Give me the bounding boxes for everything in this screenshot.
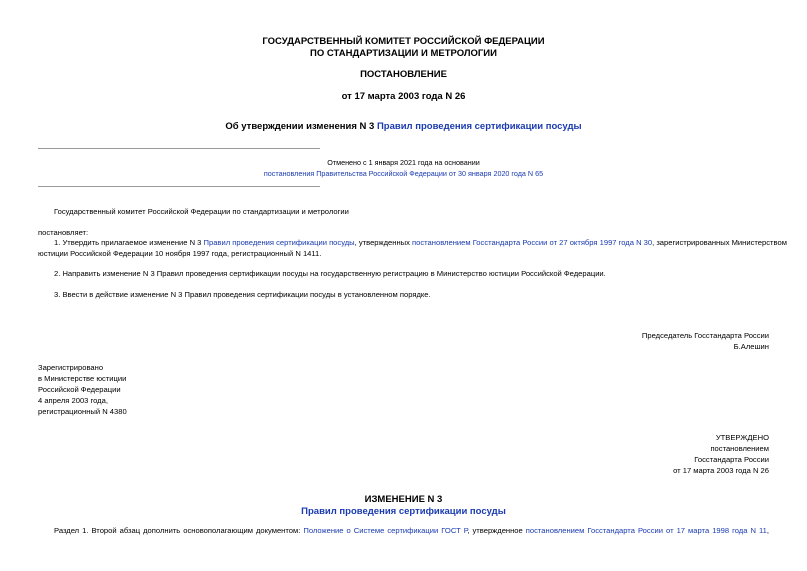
signature-position: Председатель Госстандарта России [641, 331, 769, 340]
change-heading: ИЗМЕНЕНИЕ N 3 [364, 494, 443, 505]
doc-title [0, 121, 807, 132]
intro-text: Государственный комитет Российской Федерации по стандартизации и метрологии [54, 207, 349, 216]
approval-line: от 17 марта 2003 года N 26 [673, 466, 769, 475]
item1-text-a: 1. Утвердить прилагаемое изменение N 3 [54, 238, 204, 247]
doc-title-prefix: Об утверждении изменения N 3 [225, 121, 377, 132]
change-subheading-line [0, 506, 807, 517]
registration-block [38, 362, 127, 417]
signature-name: Б.Алешин [733, 342, 769, 351]
divider-top [38, 148, 320, 149]
item1-text-c: , зарегистрированных Министерством [652, 238, 787, 247]
cancel-notice-link-line [0, 169, 807, 179]
cancel-notice-link[interactable]: постановления Правительства Российской Федерации от 30 января 2020 года N 65 [263, 169, 544, 178]
header-line1: ГОСУДАРСТВЕННЫЙ КОМИТЕТ РОССИЙСКОЙ ФЕДЕРАЦИИ [262, 36, 545, 47]
change-text-a: Раздел 1. Второй абзац дополнить основополагающим документом: [54, 526, 304, 535]
registration-line: Зарегистрировано [38, 363, 104, 372]
resolves-text: постановляет: [38, 228, 89, 237]
divider-bottom [38, 186, 320, 187]
approval-line: постановлением [710, 444, 769, 453]
registration-line: регистрационный N 4380 [38, 407, 127, 416]
change-resolution-link[interactable]: постановлением Госстандарта России от 17 марта 1998 года N 11 [525, 526, 767, 535]
approval-line: Госстандарта России [694, 455, 769, 464]
doc-type: ПОСТАНОВЛЕНИЕ [360, 69, 447, 80]
item3-text: 3. Ввести в действие изменение N 3 Правил проведения сертификации посуды в установленном порядке. [54, 290, 431, 299]
doc-date-number: от 17 марта 2003 года N 26 [341, 91, 466, 102]
change-text-c: , [766, 526, 769, 535]
change-subheading-link[interactable]: Правил проведения сертификации посуды [301, 506, 506, 517]
header-line2: ПО СТАНДАРТИЗАЦИИ И МЕТРОЛОГИИ [310, 48, 497, 59]
registration-line: Российской Федерации [38, 385, 121, 394]
item1-line2: юстиции Российской Федерации 10 ноября 1997 года, регистрационный N 1411. [38, 249, 322, 258]
item1-rules-link[interactable]: Правил проведения сертификации посуды [203, 238, 355, 247]
item1-text-b: , утвержденных [354, 238, 413, 247]
item1-resolution-link[interactable]: постановлением Госстандарта России от 27 октября 1997 года N 30 [412, 238, 653, 247]
change-paragraph [38, 525, 769, 536]
change-system-link[interactable]: Положение о Системе сертификации ГОСТ Р [303, 526, 468, 535]
approval-block [673, 432, 769, 476]
registration-line: в Министерстве юстиции [38, 374, 127, 383]
item2-text: 2. Направить изменение N 3 Правил проведения сертификации посуды на государственную регистрацию в Министерство юстиции Российской Федерации. [54, 269, 606, 278]
registration-line: 4 апреля 2003 года, [38, 396, 108, 405]
item1-line1 [38, 237, 787, 248]
cancel-notice-text: Отменено с 1 января 2021 года на основании [327, 158, 480, 167]
change-text-b: , утвержденное [467, 526, 526, 535]
approval-line: УТВЕРЖДЕНО [715, 433, 769, 442]
doc-title-link[interactable]: Правил проведения сертификации посуды [376, 121, 582, 132]
